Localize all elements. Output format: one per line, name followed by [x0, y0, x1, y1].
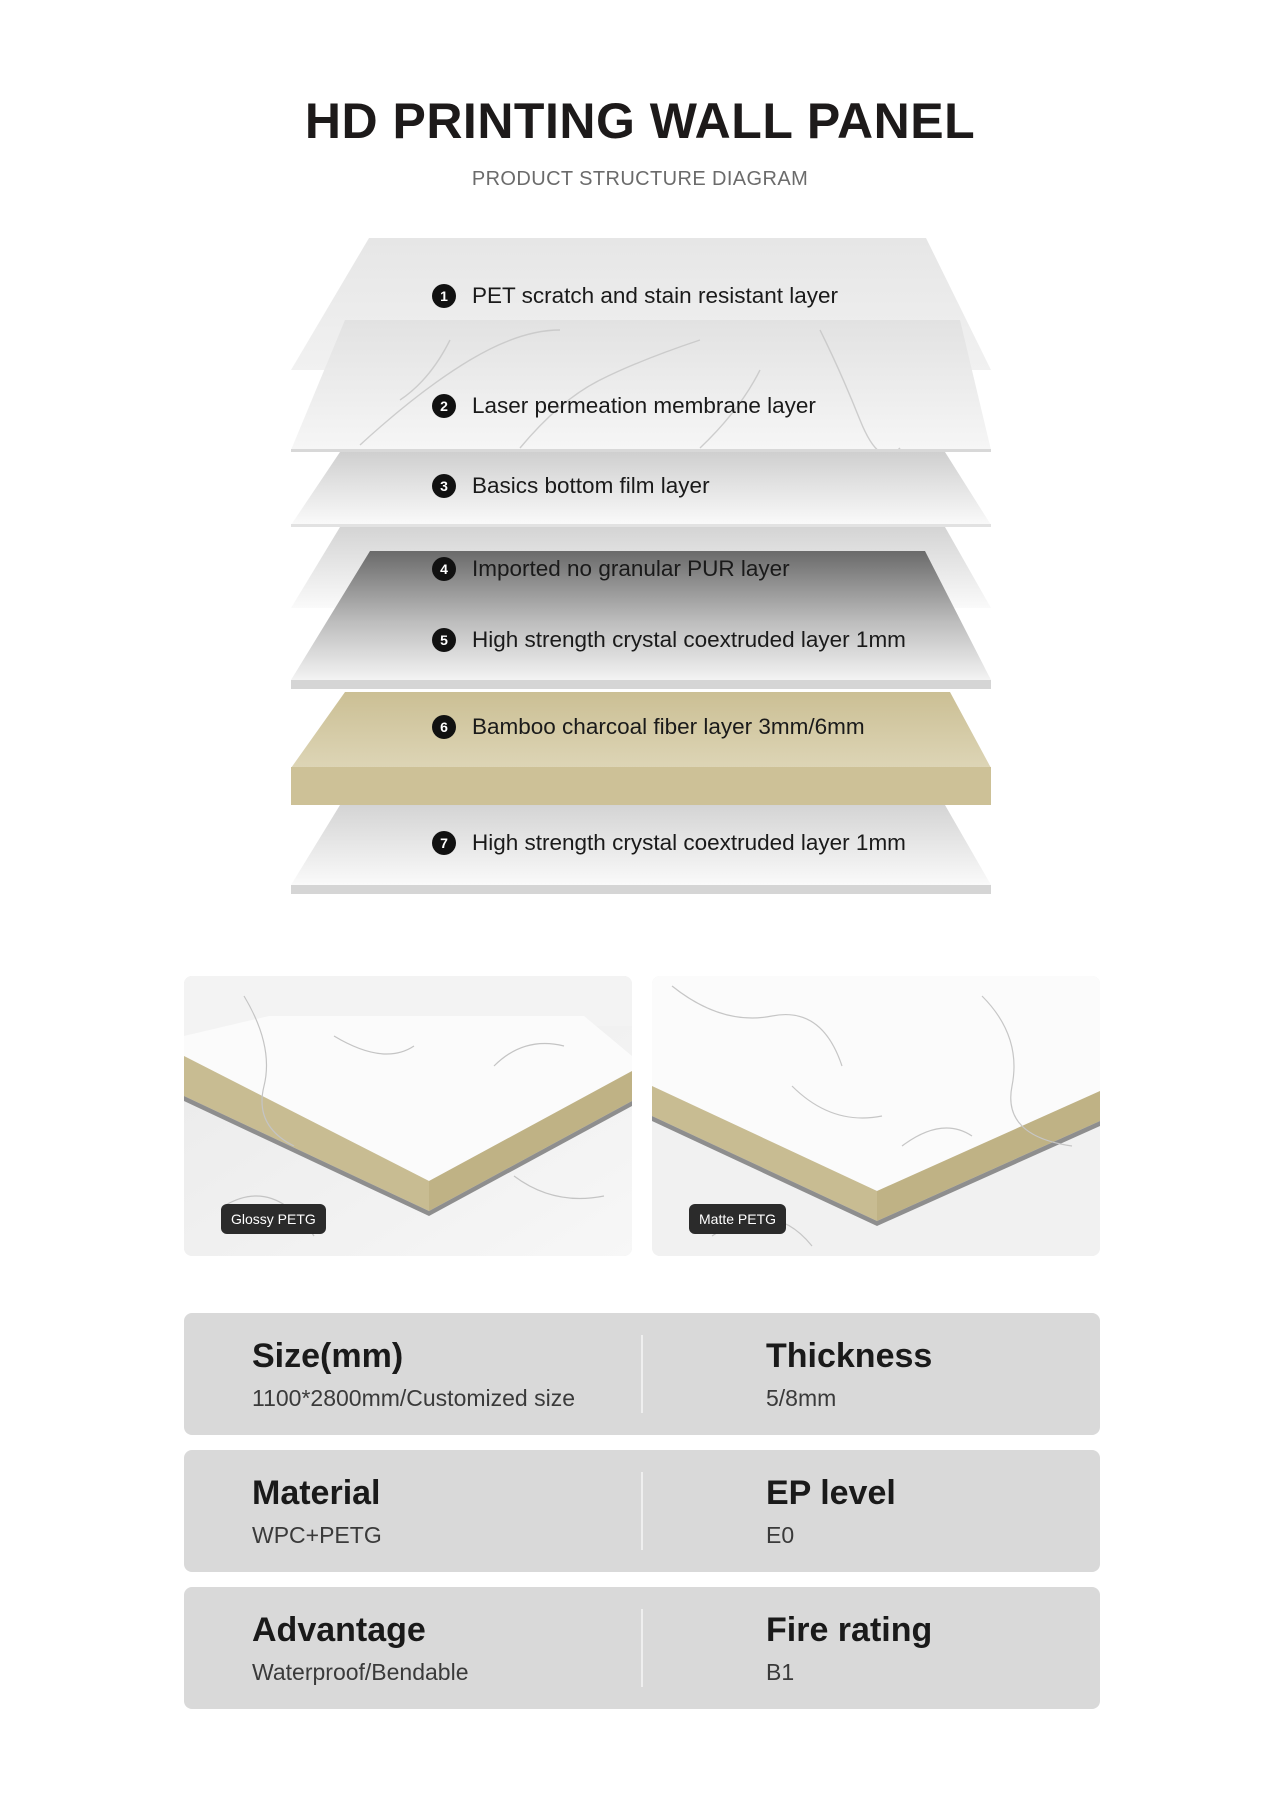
spec-fire-rating-value: B1	[766, 1659, 795, 1685]
matte-petg-badge: Matte PETG	[689, 1204, 786, 1234]
layer-3-number: 3	[432, 474, 456, 498]
spec-material	[252, 1472, 382, 1549]
spec-row-material-ep	[184, 1450, 1100, 1572]
layer-7-label	[432, 830, 906, 856]
spec-ep-level	[766, 1472, 896, 1549]
layer-2-number: 2	[432, 394, 456, 418]
layer-1-label	[432, 283, 838, 309]
spec-fire-rating-label: Fire rating	[766, 1611, 933, 1649]
spec-size-label: Size(mm)	[252, 1337, 404, 1375]
spec-advantage-label: Advantage	[252, 1611, 426, 1649]
spec-thickness-value: 5/8mm	[766, 1385, 837, 1411]
layer-4-label	[432, 556, 790, 582]
layer-6-text: Bamboo charcoal fiber layer 3mm/6mm	[472, 714, 865, 739]
spec-divider	[641, 1609, 643, 1687]
spec-material-value: WPC+PETG	[252, 1522, 382, 1548]
page-subtitle: PRODUCT STRUCTURE DIAGRAM	[471, 168, 809, 190]
spec-ep-level-label: EP level	[766, 1474, 896, 1512]
spec-divider	[641, 1472, 643, 1550]
layer-6-number: 6	[432, 715, 456, 739]
spec-row-size-thickness	[184, 1313, 1100, 1435]
layer-6-edge	[291, 767, 991, 805]
spec-material-label: Material	[252, 1474, 381, 1512]
spec-ep-level-value: E0	[766, 1522, 795, 1548]
layer-4-text: Imported no granular PUR layer	[472, 556, 790, 581]
layer-5-text: High strength crystal coextruded layer 1mm	[472, 627, 906, 652]
layer-3-label	[432, 473, 710, 499]
layer-5-label	[432, 627, 906, 653]
layer-5-number: 5	[432, 628, 456, 652]
spec-size	[252, 1335, 575, 1412]
layer-4-number: 4	[432, 557, 456, 581]
spec-row-advantage-fire	[184, 1587, 1100, 1709]
layer-2-text: Laser permeation membrane layer	[472, 393, 816, 418]
layer-stack-graphic	[0, 0, 1280, 900]
layer-7-number: 7	[432, 831, 456, 855]
matte-petg-photo	[652, 976, 1100, 1256]
layer-6-label	[432, 714, 865, 740]
layer-7-text: High strength crystal coextruded layer 1mm	[472, 830, 906, 855]
glossy-petg-badge: Glossy PETG	[221, 1204, 326, 1234]
spec-thickness-label: Thickness	[766, 1337, 933, 1375]
layer-1-text: PET scratch and stain resistant layer	[472, 283, 838, 308]
spec-advantage-value: Waterproof/Bendable	[252, 1659, 469, 1685]
layer-2-sheet	[291, 320, 991, 450]
glossy-petg-photo	[184, 976, 632, 1256]
spec-fire-rating	[766, 1609, 932, 1686]
layer-3-text: Basics bottom film layer	[472, 473, 710, 498]
layer-1-number: 1	[432, 284, 456, 308]
spec-thickness	[766, 1335, 932, 1412]
spec-divider	[641, 1335, 643, 1413]
spec-advantage	[252, 1609, 469, 1686]
spec-size-value: 1100*2800mm/Customized size	[252, 1385, 576, 1411]
page-title: HD PRINTING WALL PANEL	[304, 93, 976, 149]
layer-structure-diagram	[0, 0, 1280, 900]
layer-2-label	[432, 393, 816, 419]
